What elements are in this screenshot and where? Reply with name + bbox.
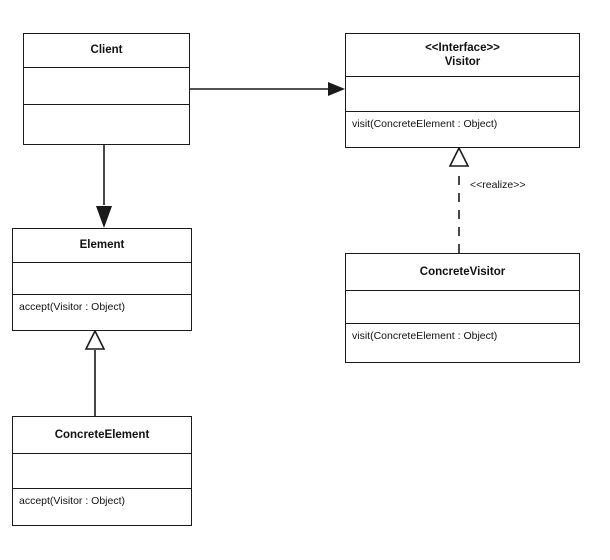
class-header-visitor [346, 34, 579, 77]
class-attributes-concrete-visitor [346, 291, 579, 324]
class-header-concrete-element [13, 417, 191, 454]
connector-client-element [96, 145, 112, 228]
class-box-concrete-element[interactable] [12, 416, 192, 526]
class-name-concrete-visitor: ConcreteVisitor [419, 265, 506, 278]
class-attributes-element [13, 263, 191, 295]
class-box-visitor[interactable] [345, 33, 580, 148]
class-name-client: Client [90, 44, 123, 56]
class-box-client[interactable] [23, 33, 190, 145]
class-header-element [13, 229, 191, 263]
class-operations-client [24, 105, 189, 135]
class-attributes-client [24, 68, 189, 105]
class-name-element: Element [79, 239, 125, 251]
class-attributes-concrete-element [13, 454, 191, 489]
connector-concrete-visitor-visitor [450, 148, 468, 253]
connector-client-visitor [190, 82, 345, 96]
class-box-element[interactable] [12, 228, 192, 331]
class-header-client [24, 34, 189, 68]
class-operations-concrete-element: accept(Visitor : Object) [19, 495, 126, 507]
class-attributes-visitor [346, 77, 579, 112]
class-box-concrete-visitor[interactable] [345, 253, 580, 363]
class-stereotype-visitor: <<Interface>> [425, 41, 500, 54]
class-header-concrete-visitor [346, 254, 579, 291]
class-name-visitor: Visitor [444, 55, 481, 68]
class-operations-visitor: visit(ConcreteElement : Object) [352, 118, 498, 130]
edge-label-realize: <<realize>> [470, 179, 526, 191]
class-operations-element: accept(Visitor : Object) [19, 301, 126, 313]
class-operations-concrete-visitor: visit(ConcreteElement : Object) [352, 330, 498, 342]
connector-concrete-element-element [86, 331, 104, 416]
class-name-concrete-element: ConcreteElement [54, 428, 150, 441]
